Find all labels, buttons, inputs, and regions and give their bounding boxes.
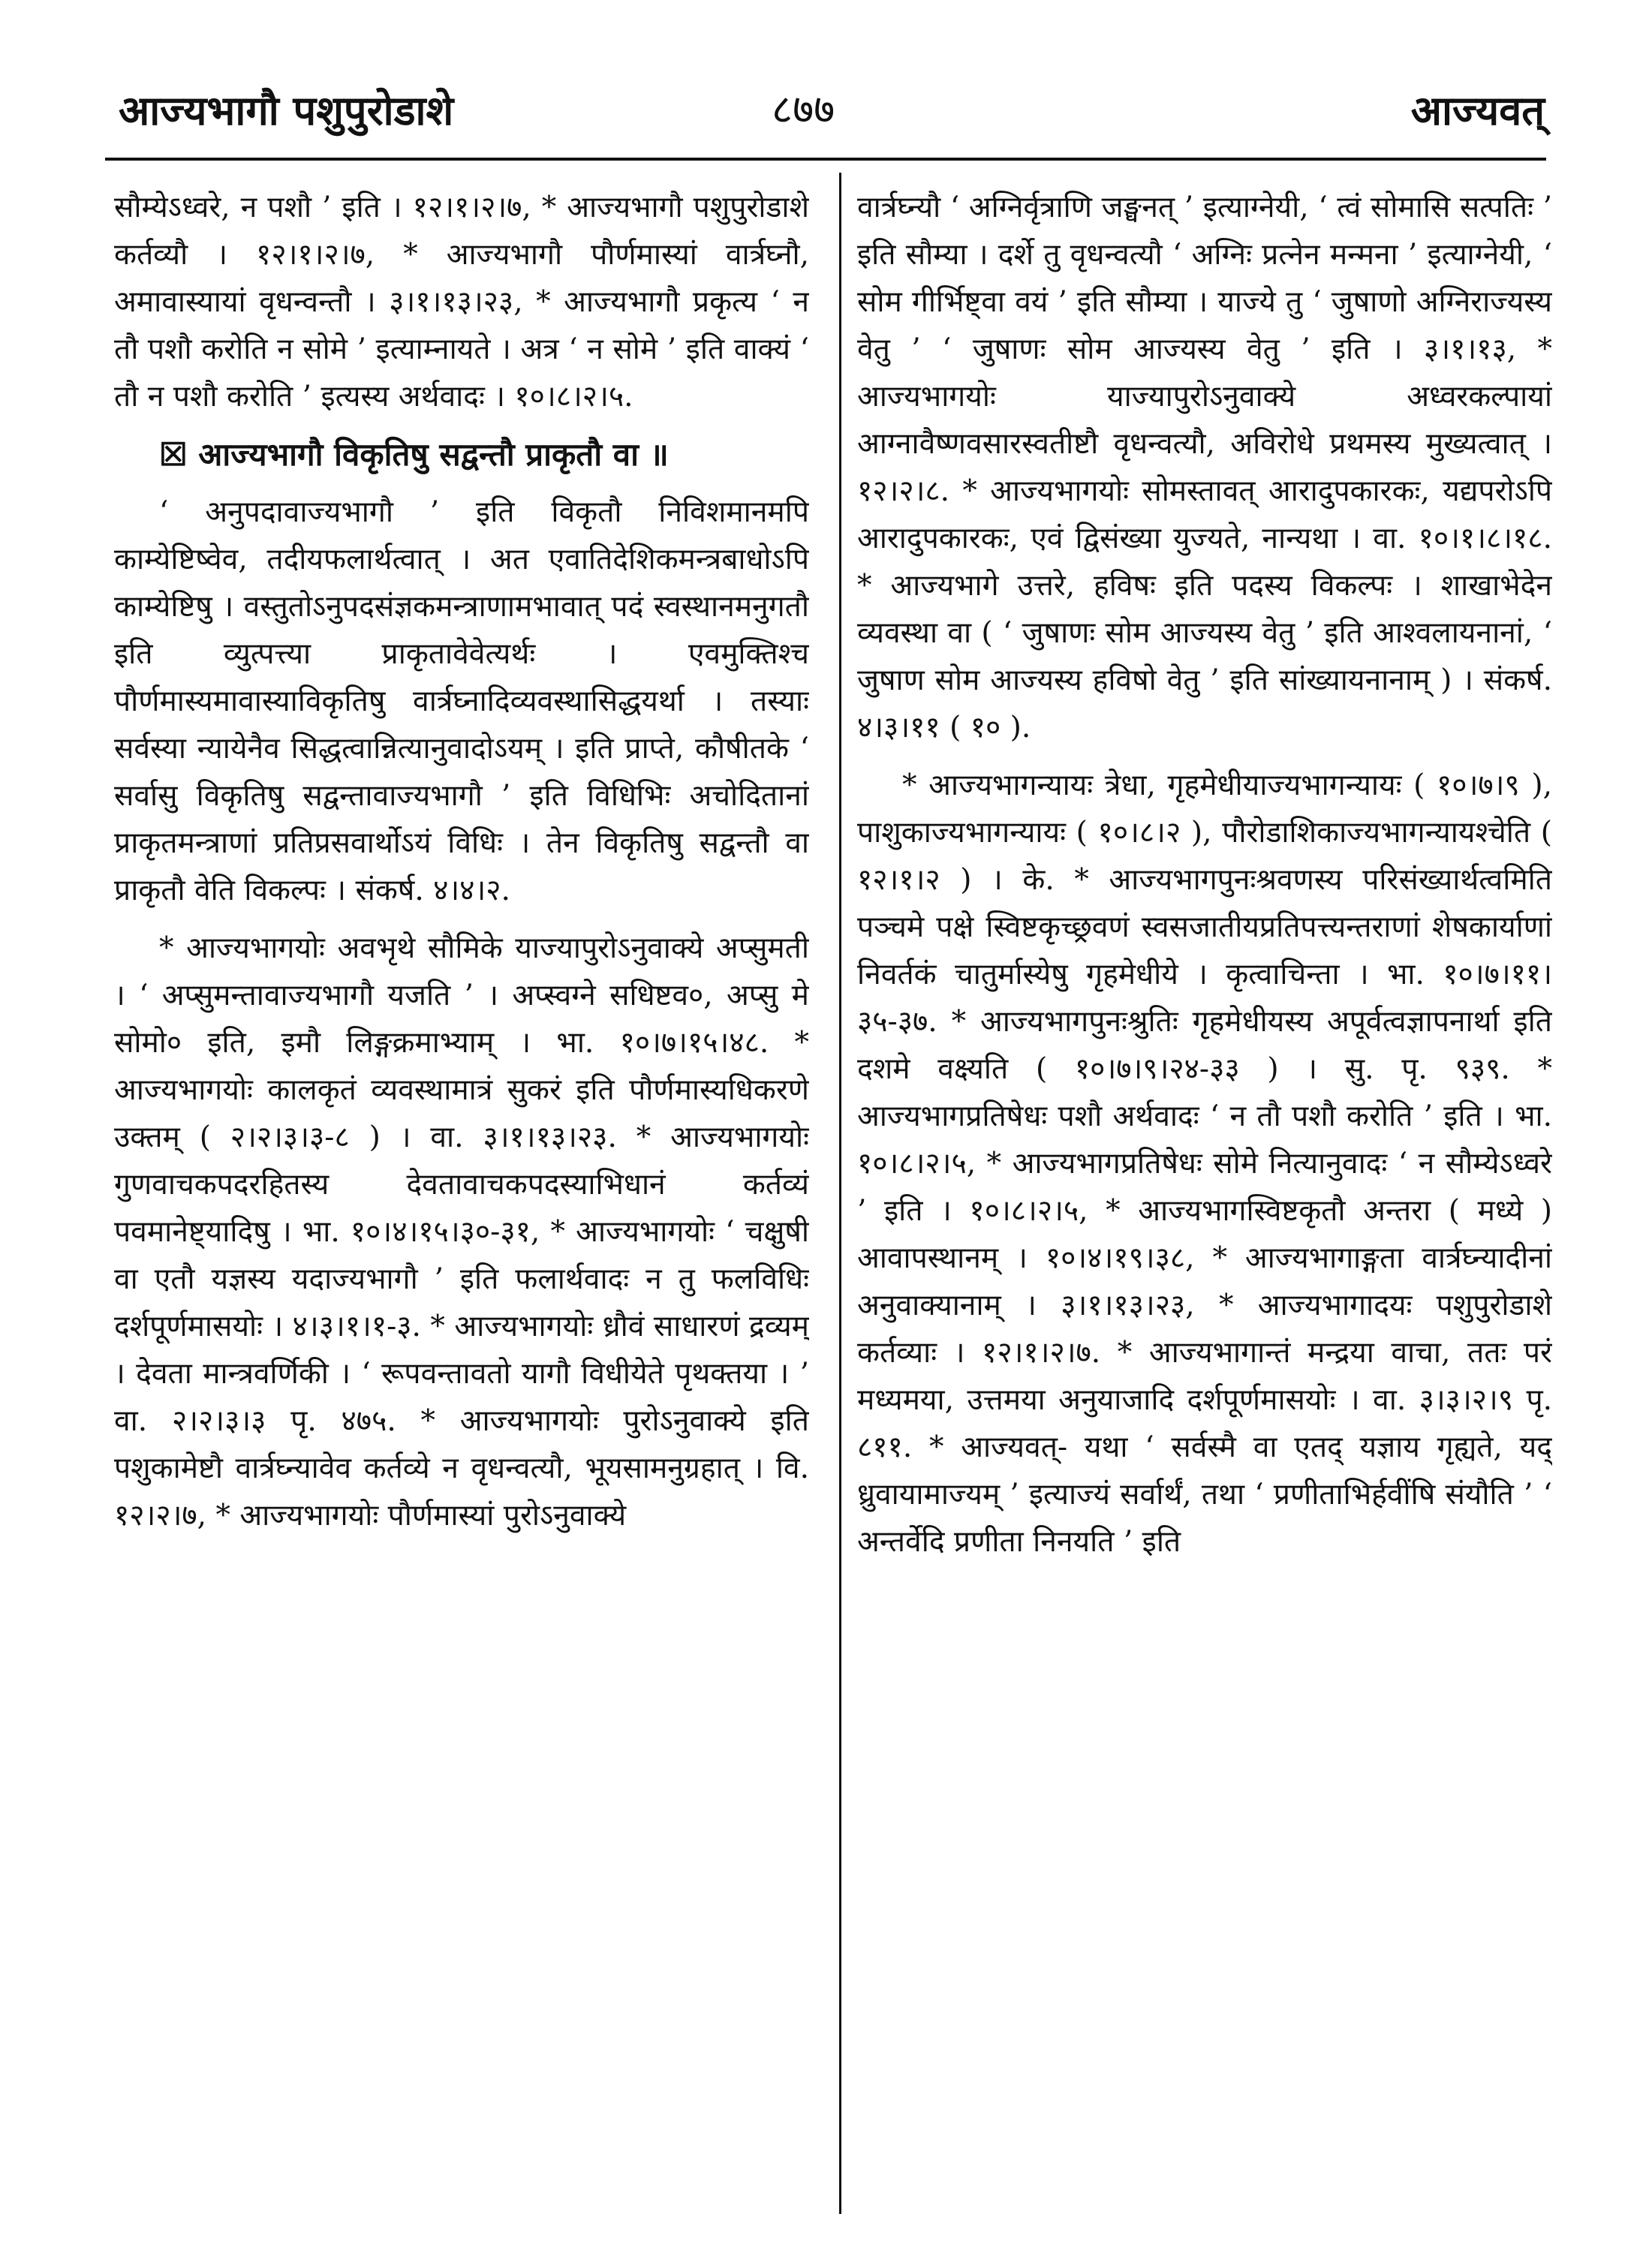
header-rule xyxy=(105,158,1546,161)
left-column xyxy=(114,184,809,2210)
column-divider xyxy=(839,173,841,2214)
right-column xyxy=(857,184,1552,2210)
left-paragraph-3: * आज्यभागयोः अवभृथे सौमिके याज्यापुरोऽनुवाक्ये अप्सुमती । ‘ अप्सुमन्तावाज्यभागौ यजति ’ । अप्स्वग्ने सधिष्टव०, अप्सु मे सोमो० इति, इमौ लिङ्गक्रमाभ्याम् । भा. १०।७।१५।४८. * आज्यभागयोः कालकृतं व्यवस्थामात्रं सुकरं इति पौर्णमास्यधिकरणे उक्तम् ( २।२।३।३-८ ) । वा. ३।१।१३।२३. * आज्यभागयोः गुणवाचकपदरहितस्य देवतावाचकपदस्याभिधानं कर्तव्यं पवमानेष्ट्यादिषु । भा. १०।४।१५।३०-३१, * आज्यभागयोः ‘ चक्षुषी वा एतौ यज्ञस्य यदाज्यभागौ ’ इति फलार्थवादः न तु फलविधिः दर्शपूर्णमासयोः । ४।३।१।१-३. * आज्यभागयोः ध्रौवं साधारणं द्रव्यम् । देवता मान्त्रवर्णिकी । ‘ रूपवन्तावतो यागौ विधीयेते पृथक्तया । ’ वा. २।२।३।३ पृ. ४७५. * आज्यभागयोः पुरोऽनुवाक्ये इति पशुकामेष्टौ वार्त्रघ्न्यावेव कर्तव्ये न वृधन्वत्यौ, भूयसामनुग्रहात् । वि. १२।२।७, * आज्यभागयोः पौर्णमास्यां पुरोऽनुवाक्ये xyxy=(114,931,809,1533)
page-header xyxy=(119,75,1545,143)
entry-heading: ☒ आज्यभागौ विकृतिषु सद्वन्तौ प्राकृतौ वा ॥ xyxy=(159,436,669,473)
header-right-title: आज्यवत् xyxy=(1410,86,1545,134)
left-paragraph-2: ‘ अनुपदावाज्यभागौ ’ इति विकृतौ निविशमानमपि काम्येष्टिष्वेव, तदीयफलार्थत्वात् । अत एवातिदेशिकमन्त्रबाधोऽपि काम्येष्टिषु । वस्तुतोऽनुपदसंज्ञकमन्त्राणामभावात् पदं स्वस्थानमनुगतौ इति व्युत्पत्त्या प्राकृतावेवेत्यर्थः । एवमुक्तिश्च पौर्णमास्यमावास्याविकृतिषु वार्त्रघ्नादिव्यवस्थासिद्धयर्था । तस्याः सर्वस्या न्यायेनैव सिद्धत्वान्नित्यानुवादोऽयम् । इति प्राप्ते, कौषीतके ‘ सर्वासु विकृतिषु सद्वन्तावाज्यभागौ ’ इति विधिभिः अचोदितानां प्राकृतमन्त्राणां प्रतिप्रसवार्थोऽयं विधिः । तेन विकृतिषु सद्वन्तौ वा प्राकृतौ वेति विकल्पः । संकर्ष. ४।४।२. xyxy=(114,495,809,907)
header-left-title: आज्यभागौ पशुपुरोडाशे xyxy=(119,86,454,134)
right-paragraph-2: * आज्यभागन्यायः त्रेधा, गृहमेधीयाज्यभागन्यायः ( १०।७।९ ), पाशुकाज्यभागन्यायः ( १०।८।२ ), पौरोडाशिकाज्यभागन्यायश्चेति ( १२।१।२ ) । के. * आज्यभागपुनःश्रवणस्य परिसंख्यार्थत्वमिति पञ्चमे पक्षे स्विष्टकृच्छ्रवणं स्वसजातीयप्रतिपत्त्यन्तराणां शेषकार्याणां निवर्तकं चातुर्मास्येषु गृहमेधीये । कृत्वाचिन्ता । भा. १०।७।११।३५-३७. * आज्यभागपुनःश्रुतिः गृहमेधीयस्य अपूर्वत्वज्ञापनार्था इति दशमे वक्ष्यति ( १०।७।९।२४-३३ ) । सु. पृ. ९३९. * आज्यभागप्रतिषेधः पशौ अर्थवादः ‘ न तौ पशौ करोति ’ इति । भा. १०।८।२।५, * आज्यभागप्रतिषेधः सोमे नित्यानुवादः ‘ न सौम्येऽध्वरे ’ इति । १०।८।२।५, * आज्यभागस्विष्टकृतौ अन्तरा ( मध्ये ) आवापस्थानम् । १०।४।१९।३८, * आज्यभागाङ्गता वार्त्रघ्न्यादीनां अनुवाक्यानाम् । ३।१।१३।२३, * आज्यभागादयः पशुपुरोडाशे कर्तव्याः । १२।१।२।७. * आज्यभागान्तं मन्द्रया वाचा, ततः परं मध्यमया, उत्तमया अनुयाजादि दर्शपूर्णमासयोः । वा. ३।३।२।९ पृ. ८११. * आज्यवत्- यथा ‘ सर्वस्मै वा एतद् यज्ञाय गृह्यते, यद् ध्रुवायामाज्यम् ’ इत्याज्यं सर्वार्थं, तथा ‘ प्रणीताभिर्हवींषि संयौति ’ ‘ अन्तर्वेदि प्रणीता निनयति ’ इति xyxy=(857,769,1552,1559)
left-paragraph-1: सौम्येऽध्वरे, न पशौ ’ इति । १२।१।२।७, * आज्यभागौ पशुपुरोडाशे कर्तव्यौ । १२।१।२।७, * आज्यभागौ पौर्णमास्यां वार्त्रघ्नौ, अमावास्यायां वृधन्वन्तौ । ३।१।१३।२३, * आज्यभागौ प्रकृत्य ‘ न तौ पशौ करोति न सोमे ’ इत्याम्नायते । अत्र ‘ न सोमे ’ इति वाक्यं ‘ तौ न पशौ करोति ’ इत्यस्य अर्थवादः । १०।८।२।५. xyxy=(114,191,809,414)
right-paragraph-1: वार्त्रघ्न्यौ ‘ अग्निर्वृत्राणि जङ्घनत् ’ इत्याग्नेयी, ‘ त्वं सोमासि सत्पतिः ’ इति सौम्या । दर्शे तु वृधन्वत्यौ ‘ अग्निः प्रत्नेन मन्मना ’ इत्याग्नेयी, ‘ सोम गीर्भिष्ट्वा वयं ’ इति सौम्या । याज्ये तु ‘ जुषाणो अग्निराज्यस्य वेतु ’ ‘ जुषाणः सोम आज्यस्य वेतु ’ इति । ३।१।१३, * आज्यभागयोः याज्यापुरोऽनुवाक्ये अध्वरकल्पायां आग्नावैष्णवसारस्वतीष्टौ वृधन्वत्यौ, अविरोधे प्रथमस्य मुख्यत्वात् । १२।२।८. * आज्यभागयोः सोमस्तावत् आरादुपकारकः, यद्यपरोऽपि आरादुपकारकः, एवं द्विसंख्या युज्यते, नान्यथा । वा. १०।१।८।१८. * आज्यभागे उत्तरे, हविषः इति पदस्य विकल्पः । शाखाभेदेन व्यवस्था वा ( ‘ जुषाणः सोम आज्यस्य वेतु ’ इति आश्वलायनानां, ‘ जुषाण सोम आज्यस्य हविषो वेतु ’ इति सांख्यायनानाम् ) । संकर्ष. ४।३।११ ( १० ). xyxy=(857,191,1552,744)
page-number: ८७७ xyxy=(772,86,835,133)
